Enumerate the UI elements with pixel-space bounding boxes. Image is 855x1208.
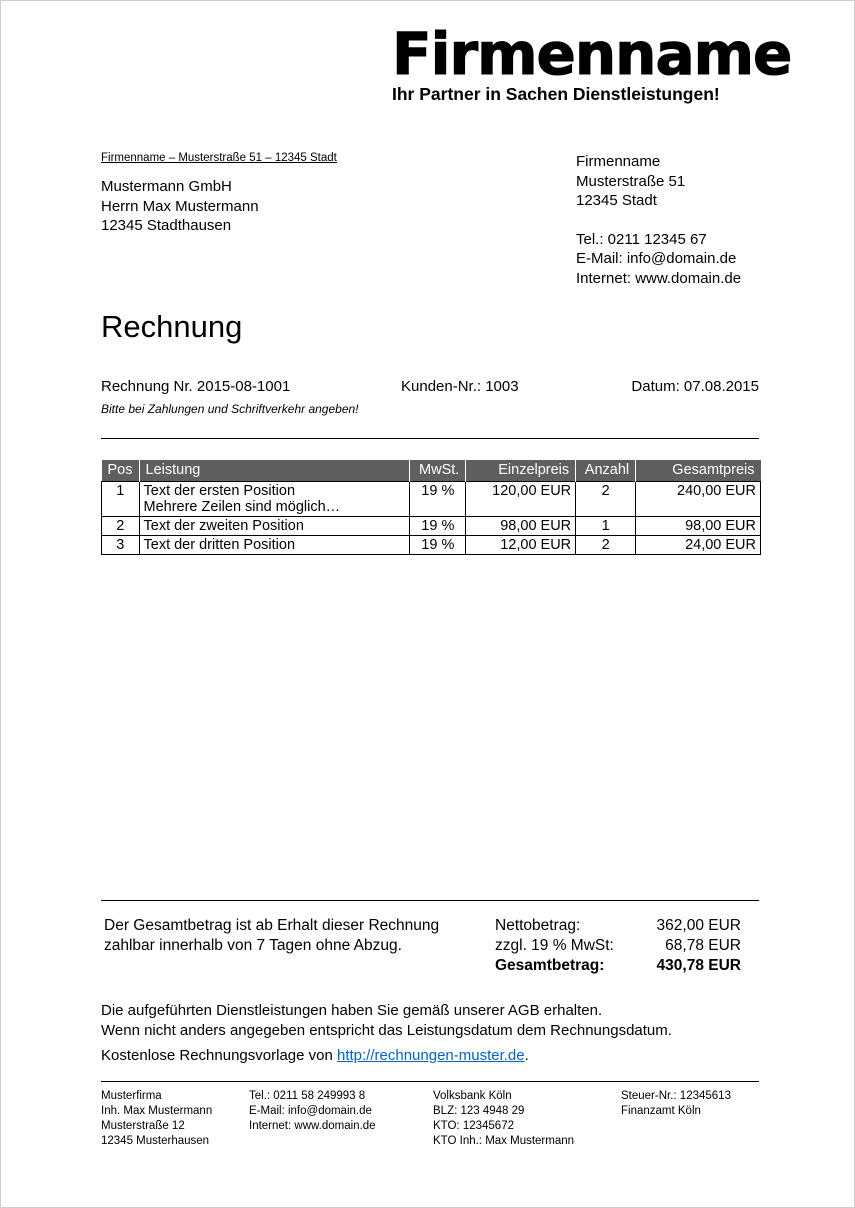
footer-line: Steuer-Nr.: 12345613 [621,1090,731,1102]
company-phone: Tel.: 0211 12345 67 [576,230,707,248]
footer-line: Internet: www.domain.de [249,1120,376,1132]
footer-line: Tel.: 0211 58 249993 8 [249,1090,366,1102]
payment-terms-line: Der Gesamtbetrag ist ab Erhalt dieser Rechnung [104,917,440,934]
description-line: Text der ersten Position [143,482,296,499]
total-cell: 98,00 EUR [636,516,761,535]
terms-note-line: Die aufgeführten Dienstleistungen haben Sie gemäß unserer AGB erhalten. [101,1002,603,1019]
net-amount-value: 362,00 EUR [656,917,741,934]
footer-company-column [101,1089,249,1149]
items-table [101,460,761,555]
terms-notes [101,1001,672,1040]
terms-note-line: Wenn nicht anders angegeben entspricht das Leistungsdatum dem Rechnungsdatum. [101,1021,672,1039]
col-header-gesamtpreis: Gesamtpreis [636,460,761,481]
company-address-block [576,152,741,288]
description-cell: Text der dritten Position [139,535,410,554]
invoice-number: Rechnung Nr. 2015-08-1001 [101,378,291,395]
col-header-mwst: MwSt. [410,460,466,481]
pos-cell: 2 [102,516,140,535]
logo-tagline: Ihr Partner in Sachen Dienstleistungen! [392,84,720,104]
recipient-line: Herrn Max Mustermann [101,197,259,215]
company-email: E-Mail: info@domain.de [576,250,737,267]
company-name: Firmenname [576,153,661,170]
payment-terms [104,916,439,956]
invoice-meta-row [101,378,759,397]
divider-top [101,438,759,439]
col-header-pos: Pos [102,460,140,481]
table-row [102,535,761,554]
vat-cell: 19 % [410,481,466,516]
recipient-line: 12345 Stadthausen [101,217,232,234]
invoice-date: Datum: 07.08.2015 [631,378,759,395]
vat-amount-row [495,936,741,956]
footer-line: Musterstraße 12 [101,1120,185,1132]
totals-summary [495,916,741,976]
quantity-cell: 2 [576,481,636,516]
footer-line: Finanzamt Köln [621,1105,701,1117]
divider-footer [101,1081,759,1082]
col-header-anzahl: Anzahl [576,460,636,481]
template-source-prefix: Kostenlose Rechnungsvorlage von [101,1047,337,1064]
footer-line: Volksbank Köln [433,1090,512,1102]
template-source-link[interactable]: http://rechnungen-muster.de [337,1047,525,1064]
footer-line: KTO: 12345672 [433,1120,514,1132]
footer [101,1089,759,1149]
divider-totals [101,900,759,901]
footer-bank-column [433,1089,621,1149]
recipient-line: Mustermann GmbH [101,178,232,195]
company-city: 12345 Stadt [576,192,657,209]
pos-cell: 3 [102,535,140,554]
footer-line: KTO Inh.: Max Mustermann [433,1135,575,1147]
recipient-address [101,177,259,236]
page-title: Rechnung [101,309,243,344]
sender-return-address: Firmenname – Musterstraße 51 – 12345 Stadt [101,152,337,164]
description-cell [139,481,410,516]
footer-line: Musterfirma [101,1090,162,1102]
customer-number: Kunden-Nr.: 1003 [401,378,519,395]
grand-total-row [495,956,741,976]
company-logo: Firmenname [392,20,792,88]
col-header-einzelpreis: Einzelpreis [466,460,576,481]
template-source-line [101,1047,529,1064]
vat-amount-value: 68,78 EUR [665,937,741,954]
table-row [102,516,761,535]
total-cell: 240,00 EUR [636,481,761,516]
unit-price-cell: 120,00 EUR [466,481,576,516]
table-header-row [102,460,761,481]
footer-line: BLZ: 123 4948 29 [433,1105,525,1117]
table-row [102,481,761,516]
payment-reference-note: Bitte bei Zahlungen und Schriftverkehr angeben! [101,402,359,416]
company-internet: Internet: www.domain.de [576,269,742,287]
description-cell: Text der zweiten Position [139,516,410,535]
footer-tax-column [621,1089,759,1149]
quantity-cell: 2 [576,535,636,554]
vat-amount-label: zzgl. 19 % MwSt: [495,937,614,954]
col-header-leistung: Leistung [139,460,410,481]
unit-price-cell: 12,00 EUR [466,535,576,554]
footer-line: 12345 Musterhausen [101,1135,210,1147]
company-street: Musterstraße 51 [576,172,686,190]
footer-line: Inh. Max Mustermann [101,1105,213,1117]
description-line: Mehrere Zeilen sind möglich… [143,498,341,515]
net-amount-row [495,916,741,936]
quantity-cell: 1 [576,516,636,535]
footer-line: E-Mail: info@domain.de [249,1105,372,1117]
vat-cell: 19 % [410,535,466,554]
template-source-suffix: . [524,1047,529,1064]
total-cell: 24,00 EUR [636,535,761,554]
payment-terms-line: zahlbar innerhalb von 7 Tagen ohne Abzug. [104,937,402,954]
unit-price-cell: 98,00 EUR [466,516,576,535]
company-logo-block [392,20,792,104]
grand-total-label: Gesamtbetrag: [495,957,605,974]
grand-total-value: 430,78 EUR [656,957,741,974]
pos-cell: 1 [102,481,140,516]
vat-cell: 19 % [410,516,466,535]
footer-contact-column [249,1089,433,1149]
net-amount-label: Nettobetrag: [495,917,581,934]
